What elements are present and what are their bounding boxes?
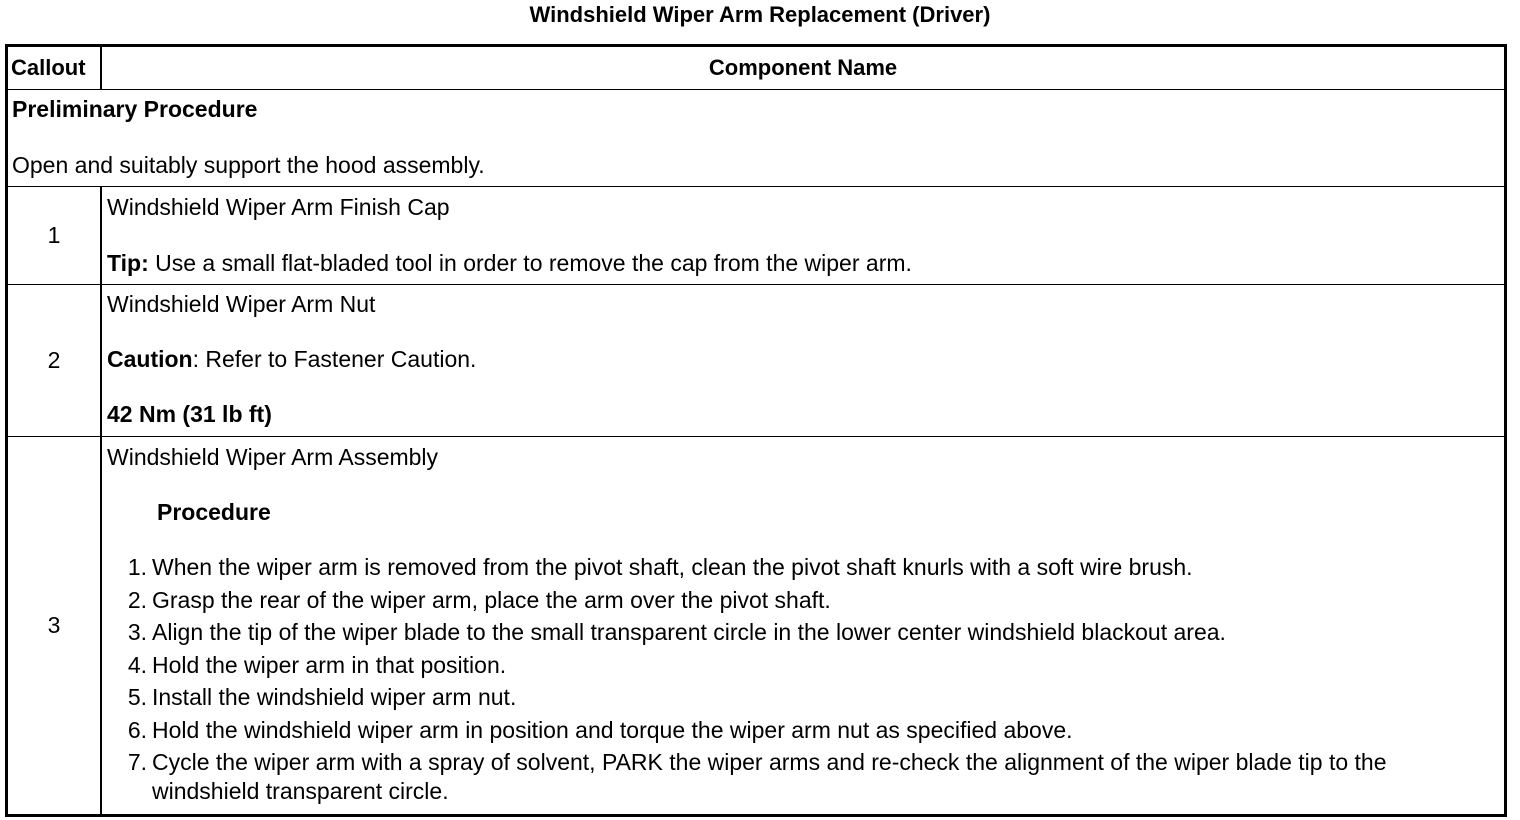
list-item	[107, 748, 1487, 806]
tip-note	[107, 249, 912, 277]
preliminary-procedure-row	[8, 89, 1504, 186]
preliminary-title: Preliminary Procedure	[12, 96, 258, 122]
list-item	[107, 551, 1487, 584]
torque-spec: 42 Nm (31 lb ft)	[107, 401, 272, 427]
step-text: Cycle the wiper arm with a spray of solvent, PARK the wiper arms and re-check the alignment of the wiper blade tip to the windshield transparent circle.	[152, 748, 1387, 804]
step-number: 5.	[127, 684, 147, 711]
list-item	[107, 584, 1487, 617]
step-text: When the wiper arm is removed from the pivot shaft, clean the pivot shaft knurls with a soft wire brush.	[152, 554, 1193, 580]
preliminary-text: Open and suitably support the hood assembly.	[12, 152, 485, 178]
tip-text: Use a small flat-bladed tool in order to remove the cap from the wiper arm.	[148, 250, 912, 276]
caution-note	[107, 345, 476, 373]
list-item	[107, 649, 1487, 682]
component-cell	[102, 187, 1504, 284]
procedure-steps	[107, 551, 1487, 806]
step-number: 7.	[127, 748, 147, 775]
step-number: 2.	[127, 586, 147, 613]
component-cell	[102, 285, 1504, 436]
component-cell	[102, 437, 1504, 814]
tip-label: Tip:	[107, 250, 149, 276]
component-name: Windshield Wiper Arm Finish Cap	[107, 194, 450, 220]
callout-number: 3	[8, 437, 102, 814]
list-item	[107, 616, 1487, 649]
list-item	[107, 714, 1487, 747]
header-component-name: Component Name	[708, 55, 898, 80]
component-name: Windshield Wiper Arm Nut	[107, 291, 376, 317]
document-title: Windshield Wiper Arm Replacement (Driver)	[529, 2, 991, 27]
table-row	[8, 186, 1504, 284]
step-number: 4.	[127, 651, 147, 678]
procedure-title: Procedure	[157, 499, 271, 525]
step-number: 6.	[127, 716, 147, 743]
list-item	[107, 681, 1487, 714]
step-text: Install the windshield wiper arm nut.	[152, 684, 517, 711]
callout-number: 1	[8, 187, 102, 284]
table-row	[8, 436, 1504, 814]
header-callout: Callout	[8, 47, 102, 89]
caution-text: : Refer to Fastener Caution.	[192, 346, 477, 372]
step-text: Hold the windshield wiper arm in position and torque the wiper arm nut as specified above.	[152, 716, 1073, 743]
step-text: Hold the wiper arm in that position.	[152, 651, 507, 678]
procedure-table	[5, 44, 1507, 817]
caution-label: Caution	[107, 346, 193, 372]
component-name: Windshield Wiper Arm Assembly	[107, 444, 439, 470]
step-text: Align the tip of the wiper blade to the small transparent circle in the lower center windshield blackout area.	[152, 619, 1226, 646]
step-number: 1.	[127, 554, 147, 580]
step-text: Grasp the rear of the wiper arm, place the arm over the pivot shaft.	[152, 586, 831, 613]
callout-number: 2	[8, 285, 102, 436]
step-number: 3.	[127, 619, 147, 646]
table-header-row	[8, 47, 1504, 89]
table-row	[8, 284, 1504, 436]
